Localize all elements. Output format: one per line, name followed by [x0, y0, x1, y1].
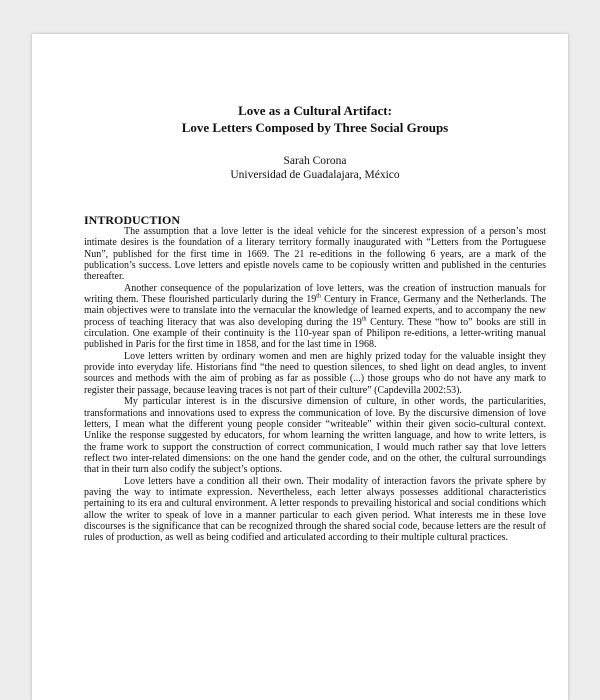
document-page [32, 34, 568, 700]
author-name: Sarah Corona [283, 155, 347, 167]
paragraph-4-text: My particular interest is in the discursive dimension of culture, in other words, the particularities, transformations and innovations used to express the communication of love. By the discursive dimension of love letters, I mean what the different young people consider “writeable” within their given socio-cultural context. Unlike the response suggested by educators, for whom learning the written language, and how to write letters, is the frame work to support the construction of correct communication, I would much rather say that love letters reflect two inter-related dimensions: on the one hand the gender code, and on the other, the cultural surroundings that in their turn also codify the subject’s options. [84, 396, 546, 476]
paragraph-1-text: The assumption that a love letter is the ideal vehicle for the sincerest expression of a person’s most intimate desires is the foundation of a literary territory formally inaugurated with “Letters from the Portuguese Nun”, published for the first time in 1669. The 21 re-editions in the following 6 years, are a mark of the publication’s success. Love letters and epistle novels came to be copiously written and published in the centuries thereafter. [84, 226, 546, 283]
superscript-th-1: th [316, 293, 321, 300]
paragraph-2 [84, 283, 546, 351]
paragraph-3 [84, 351, 546, 396]
paper-title [84, 102, 546, 136]
paragraph-3-text: Love letters written by ordinary women and men are highly prized today for the valuable insight they provide into everyday life. Historians find “the need to question silences, to shed light on dead angles, to invent sources and methods with the aim of probing as far as possible (...) those groups who do not have any mark to register their passage, because leaving traces is not part of their culture” (Capdevilla 2002:53). [84, 350, 546, 396]
title-line-2: Love Letters Composed by Three Social Groups [181, 120, 449, 135]
paragraph-1 [84, 226, 546, 283]
section-heading: INTRODUCTION [84, 213, 181, 227]
paragraph-5-text: Love letters have a condition all their own. Their modality of interaction favors the private sphere by paving the way to intimate expression. Nevertheless, each letter always possesses additional characteristics pertaining to its era and cultural environment. A letter responds to prevailing historical and social conditions which allow the writer to speak of love in a manner particular to each given period. What interests me in these love discourses is the significance that can be recognized through the shared social code, because letters are the result of rules of production, as well as being codified and articulated according to their multiple cultural practices. [84, 475, 546, 544]
author-affiliation: Universidad de Guadalajara, México [230, 169, 400, 181]
document-body [84, 102, 546, 544]
title-line-1: Love as a Cultural Artifact: [238, 103, 392, 118]
paragraph-2-text-a: Another consequence of the popularization of love letters, was the creation of instruction manuals for writing them. These flourished particularly during the 19 [84, 282, 546, 306]
paragraph-4 [84, 396, 546, 475]
paragraph-2-text-c: Century. These “how to” books are still in circulation. One example of their continuity is the 110-year span of Philipon re-editions, a letter-writing manual published in Paris for the first time in 1858, and for the last time in 1968. [84, 316, 546, 351]
paragraph-5 [84, 476, 546, 544]
superscript-th-2: th [361, 316, 367, 323]
author-block [84, 154, 546, 182]
paragraph-2-text-b: Century in France, Germany and the Netherlands. The main objectives were to translate into the vernacular the knowledge of learned experts, and to accompany the new process of teaching literacy that was also developing during the 19 [84, 294, 547, 328]
